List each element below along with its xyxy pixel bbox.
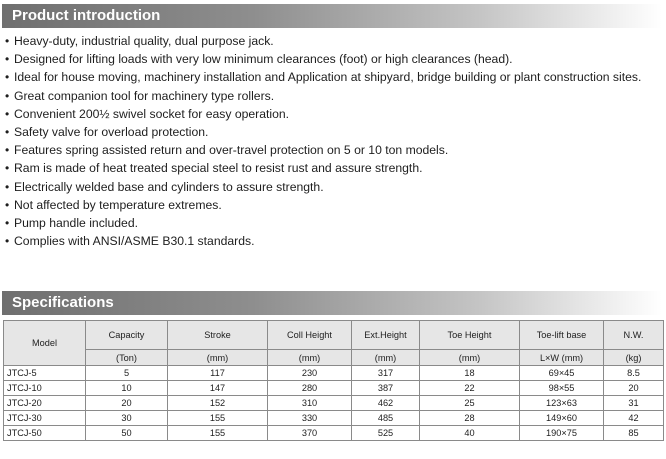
cell-model: JTCJ-50: [4, 426, 86, 441]
bullet-icon: •: [5, 88, 10, 103]
table-row: [4, 381, 664, 396]
feature-text: Pump handle included.: [14, 216, 138, 231]
feature-item: [5, 178, 660, 196]
cell-capacity: 30: [86, 411, 168, 426]
cell-nw: 20: [604, 381, 664, 396]
unit-toe-lift-base: L×W (mm): [520, 350, 604, 366]
feature-item: [5, 123, 660, 141]
cell-toe-height: 18: [420, 366, 520, 381]
feature-text: Complies with ANSI/ASME B30.1 standards.: [14, 234, 255, 249]
bullet-icon: •: [5, 70, 10, 85]
bullet-icon: •: [5, 234, 10, 249]
feature-item: [5, 159, 660, 177]
specifications-heading: Specifications: [2, 291, 662, 315]
header-model: Model: [4, 321, 86, 366]
header-nw: N.W.: [604, 321, 664, 350]
cell-stroke: 117: [168, 366, 268, 381]
bullet-icon: •: [5, 161, 10, 176]
cell-stroke: 147: [168, 381, 268, 396]
cell-stroke: 152: [168, 396, 268, 411]
cell-model: JTCJ-5: [4, 366, 86, 381]
header-capacity: Capacity: [86, 321, 168, 350]
cell-toe-lift-base: 98×55: [520, 381, 604, 396]
cell-ext-height: 462: [352, 396, 420, 411]
bullet-icon: •: [5, 106, 10, 121]
cell-model: JTCJ-20: [4, 396, 86, 411]
cell-toe-lift-base: 123×63: [520, 396, 604, 411]
header-coll-height: Coll Height: [268, 321, 352, 350]
cell-capacity: 10: [86, 381, 168, 396]
feature-item: [5, 141, 660, 159]
cell-nw: 8.5: [604, 366, 664, 381]
unit-coll-height: (mm): [268, 350, 352, 366]
header-stroke: Stroke: [168, 321, 268, 350]
cell-toe-height: 28: [420, 411, 520, 426]
feature-text: Great companion tool for machinery type rollers.: [14, 88, 275, 103]
cell-coll-height: 330: [268, 411, 352, 426]
cell-capacity: 20: [86, 396, 168, 411]
feature-text: Electrically welded base and cylinders to assure strength.: [14, 179, 324, 194]
cell-stroke: 155: [168, 411, 268, 426]
cell-toe-height: 25: [420, 396, 520, 411]
cell-toe-height: 40: [420, 426, 520, 441]
unit-ext-height: (mm): [352, 350, 420, 366]
feature-item: [5, 32, 660, 50]
product-introduction-heading: Product introduction: [2, 4, 662, 28]
feature-text: Convenient 200½ swivel socket for easy operation.: [14, 106, 290, 121]
feature-item: [5, 68, 660, 86]
bullet-icon: •: [5, 197, 10, 212]
unit-nw: (kg): [604, 350, 664, 366]
feature-list: [5, 32, 660, 250]
unit-stroke: (mm): [168, 350, 268, 366]
cell-model: JTCJ-10: [4, 381, 86, 396]
feature-text: Designed for lifting loads with very low minimum clearances (foot) or high clearances (head).: [14, 52, 513, 67]
cell-nw: 42: [604, 411, 664, 426]
feature-item: [5, 232, 660, 250]
feature-text: Not affected by temperature extremes.: [14, 197, 222, 212]
header-toe-lift-base: Toe-lift base: [520, 321, 604, 350]
bullet-icon: •: [5, 216, 10, 231]
cell-coll-height: 280: [268, 381, 352, 396]
cell-coll-height: 370: [268, 426, 352, 441]
cell-coll-height: 230: [268, 366, 352, 381]
bullet-icon: •: [5, 52, 10, 67]
table-row: [4, 366, 664, 381]
cell-ext-height: 387: [352, 381, 420, 396]
specifications-table: [3, 320, 664, 441]
feature-item: [5, 105, 660, 123]
feature-item: [5, 50, 660, 68]
cell-nw: 31: [604, 396, 664, 411]
header-ext-height: Ext.Height: [352, 321, 420, 350]
feature-text: Safety valve for overload protection.: [14, 125, 209, 140]
header-toe-height: Toe Height: [420, 321, 520, 350]
bullet-icon: •: [5, 143, 10, 158]
cell-ext-height: 485: [352, 411, 420, 426]
table-row: [4, 411, 664, 426]
table-row: [4, 396, 664, 411]
feature-text: Features spring assisted return and over-travel protection on 5 or 10 ton models.: [14, 143, 449, 158]
cell-toe-lift-base: 190×75: [520, 426, 604, 441]
feature-item: [5, 87, 660, 105]
feature-item: [5, 214, 660, 232]
cell-capacity: 5: [86, 366, 168, 381]
cell-toe-lift-base: 69×45: [520, 366, 604, 381]
feature-text: Heavy-duty, industrial quality, dual purpose jack.: [14, 34, 274, 48]
feature-text: Ram is made of heat treated special steel to resist rust and assure strength.: [14, 161, 423, 176]
feature-item: [5, 196, 660, 214]
feature-text: Ideal for house moving, machinery installation and Application at shipyard, bridge building or plant construction sites.: [14, 70, 642, 85]
bullet-icon: •: [5, 34, 10, 48]
cell-toe-height: 22: [420, 381, 520, 396]
cell-nw: 85: [604, 426, 664, 441]
cell-ext-height: 525: [352, 426, 420, 441]
cell-model: JTCJ-30: [4, 411, 86, 426]
cell-stroke: 155: [168, 426, 268, 441]
bullet-icon: •: [5, 125, 10, 140]
cell-capacity: 50: [86, 426, 168, 441]
table-row: [4, 426, 664, 441]
bullet-icon: •: [5, 179, 10, 194]
cell-ext-height: 317: [352, 366, 420, 381]
unit-toe-height: (mm): [420, 350, 520, 366]
unit-capacity: (Ton): [86, 350, 168, 366]
cell-coll-height: 310: [268, 396, 352, 411]
cell-toe-lift-base: 149×60: [520, 411, 604, 426]
